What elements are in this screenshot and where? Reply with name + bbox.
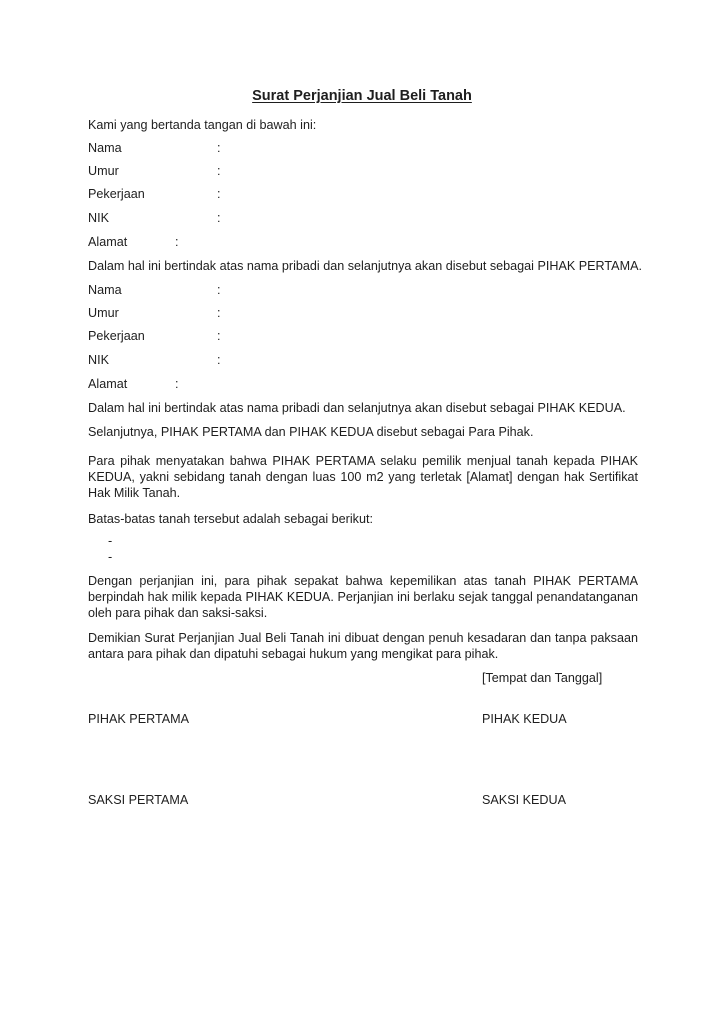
party1-field-pekerjaan: Pekerjaan bbox=[88, 187, 145, 201]
boundaries-heading: Batas-batas tanah tersebut adalah sebagai berikut: bbox=[88, 512, 373, 526]
boundary-item: - bbox=[108, 534, 113, 548]
party1-colon-nik: : bbox=[217, 211, 221, 225]
party2-field-nama: Nama bbox=[88, 283, 122, 297]
signature-saksi-pertama: SAKSI PERTAMA bbox=[88, 793, 189, 807]
party2-statement: Dalam hal ini bertindak atas nama pribadi dan selanjutnya akan disebut sebagai PIHAK KEDUA. bbox=[88, 401, 626, 415]
boundary-item: - bbox=[108, 550, 113, 564]
sale-paragraph: Para pihak menyatakan bahwa PIHAK PERTAMA selaku pemilik menjual tanah kepada PIHAK KEDUA, yakni sebidang tanah dengan luas 100 m2 yang terletak [Alamat] dengan hak Sertifikat Hak Milik Tanah. bbox=[88, 454, 638, 500]
place-date: [Tempat dan Tanggal] bbox=[482, 671, 603, 685]
party1-colon-alamat: : bbox=[175, 235, 179, 249]
party2-colon-umur: : bbox=[217, 306, 221, 320]
party2-colon-pekerjaan: : bbox=[217, 329, 221, 343]
party1-colon-nama: : bbox=[217, 141, 221, 155]
document-title: Surat Perjanjian Jual Beli Tanah bbox=[252, 88, 472, 104]
party1-field-alamat: Alamat bbox=[88, 235, 128, 249]
party2-colon-alamat: : bbox=[175, 377, 179, 391]
party1-statement: Dalam hal ini bertindak atas nama pribadi dan selanjutnya akan disebut sebagai PIHAK PERTAMA. bbox=[88, 259, 642, 273]
party2-field-umur: Umur bbox=[88, 306, 119, 320]
party1-colon-pekerjaan: : bbox=[217, 187, 221, 201]
party2-colon-nik: : bbox=[217, 353, 221, 367]
party2-colon-nama: : bbox=[217, 283, 221, 297]
parties-line: Selanjutnya, PIHAK PERTAMA dan PIHAK KEDUA disebut sebagai Para Pihak. bbox=[88, 425, 534, 439]
party1-field-nama: Nama bbox=[88, 141, 122, 155]
party1-field-umur: Umur bbox=[88, 164, 119, 178]
ownership-paragraph: Dengan perjanjian ini, para pihak sepakat bahwa kepemilikan atas tanah PIHAK PERTAMA berpindah hak milik kepada PIHAK KEDUA. Perjanjian ini berlaku sejak tanggal penandatanganan oleh para pihak dan saksi-saksi. bbox=[88, 574, 638, 620]
signature-saksi-kedua: SAKSI KEDUA bbox=[482, 793, 566, 807]
party2-field-alamat: Alamat bbox=[88, 377, 128, 391]
intro-text: Kami yang bertanda tangan di bawah ini: bbox=[88, 118, 317, 132]
party2-field-pekerjaan: Pekerjaan bbox=[88, 329, 145, 343]
party1-colon-umur: : bbox=[217, 164, 221, 178]
party2-field-nik: NIK bbox=[88, 353, 109, 367]
party1-field-nik: NIK bbox=[88, 211, 109, 225]
signature-pihak-kedua: PIHAK KEDUA bbox=[482, 712, 567, 726]
closing-paragraph: Demikian Surat Perjanjian Jual Beli Tanah ini dibuat dengan penuh kesadaran dan tanpa paksaan antara para pihak dan dipatuhi sebagai hukum yang mengikat para pihak. bbox=[88, 631, 638, 661]
signature-pihak-pertama: PIHAK PERTAMA bbox=[88, 712, 190, 726]
